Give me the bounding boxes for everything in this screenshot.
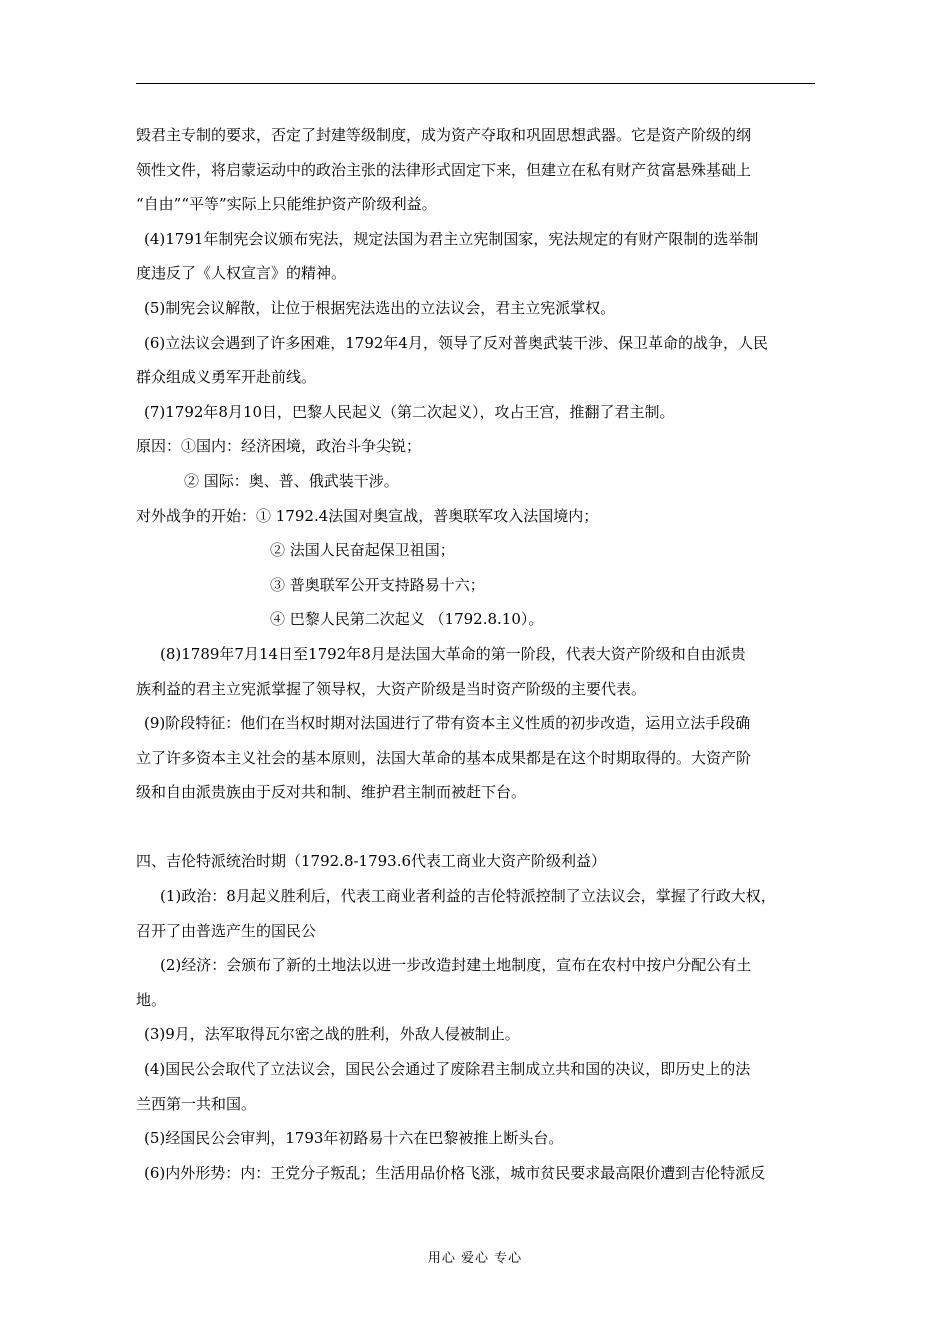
text-line: ② 国际：奥、普、俄武装干涉。 <box>184 471 399 490</box>
text-line: (6)内外形势：内：王党分子叛乱；生活用品价格飞涨，城市贫民要求最高限价遭到吉伦特派反 <box>144 1163 766 1182</box>
text-line: ② 法国人民奋起保卫祖国； <box>270 541 455 560</box>
text-line: (3)9月，法军取得瓦尔密之战的胜利，外敌人侵被制止。 <box>144 1025 520 1044</box>
text-line: 召开了由普选产生的国民公 <box>136 921 317 940</box>
text-line: 毁君主专制的要求，否定了封建等级制度，成为资产夺取和巩固思想武器。它是资产阶级的纲 <box>136 126 752 144</box>
text-line: 领性文件，将启蒙运动中的政治主张的法律形式固定下来，但建立在私有财产贫富悬殊基础上 <box>136 160 752 179</box>
text-line: (4)国民公会取代了立法议会，国民公会通过了废除君主制成立共和国的决议，即历史上的法 <box>144 1060 751 1079</box>
header-rule <box>136 83 815 84</box>
text-line: “自由”“平等”实际上只能维护资产阶级利益。 <box>136 195 437 214</box>
text-line: (9)阶段特征：他们在当权时期对法国进行了带有资本主义性质的初步改造，运用立法手段确 <box>144 714 751 733</box>
text-line: ④ 巴黎人民第二次起义 （1792.8.10）。 <box>270 610 544 629</box>
page-footer: 用心 爱心 专心 <box>427 1251 523 1266</box>
text-line: 度违反了《人权宣言》的精神。 <box>136 264 347 283</box>
text-line: 群众组成义勇军开赴前线。 <box>136 368 317 387</box>
text-line: 级和自由派贵族由于反对共和制、维护君主制而被赶下台。 <box>136 783 527 802</box>
text-line: (8)1789年7月14日至1792年8月是法国大革命的第一阶段，代表大资产阶级和自由派贵 <box>160 644 746 663</box>
document-body <box>136 118 818 1190</box>
text-line: 族利益的君主立宪派掌握了领导权，大资产阶级是当时资产阶级的主要代表。 <box>136 679 647 698</box>
paragraph-gap <box>136 810 818 845</box>
text-line: ③ 普奥联军公开支持路易十六； <box>270 575 485 594</box>
text-line: (5)经国民公会审判，1793年初路易十六在巴黎被推上断头台。 <box>144 1129 564 1148</box>
text-line: (1)政治：8月起义胜利后，代表工商业者利益的吉伦特派控制了立法议会，掌握了行政大权， <box>160 887 776 906</box>
text-line: (4)1791年制宪会议颁布宪法，规定法国为君主立宪制国家，宪法规定的有财产限制的选举制 <box>144 229 759 248</box>
text-line: 地。 <box>136 990 167 1009</box>
section-heading: 四、吉伦特派统治时期（1792.8-1793.6代表工商业大资产阶级利益） <box>136 852 607 871</box>
text-line: 兰西第一共和国。 <box>136 1094 257 1113</box>
text-line: (2)经济：会颁布了新的土地法以进一步改造封建土地制度，宣布在农村中按户分配公有土 <box>160 956 752 975</box>
text-line: 立了许多资本主义社会的基本原则，法国大革命的基本成果都是在这个时期取得的。大资产阶 <box>136 748 752 767</box>
text-line: 原因：①国内：经济困境，政治斗争尖锐； <box>136 437 422 456</box>
text-line: (7)1792年8月10日，巴黎人民起义（第二次起义），攻占王宫，推翻了君主制。 <box>144 402 675 421</box>
text-line: 对外战争的开始：① 1792.4法国对奥宣战，普奥联军攻入法国境内； <box>136 506 599 525</box>
text-line: (5)制宪会议解散，让位于根据宪法选出的立法议会，君主立宪派掌权。 <box>144 298 616 317</box>
text-line: (6)立法议会遇到了许多困难，1792年4月，领导了反对普奥武装干涉、保卫革命的战争，人民 <box>144 333 768 352</box>
